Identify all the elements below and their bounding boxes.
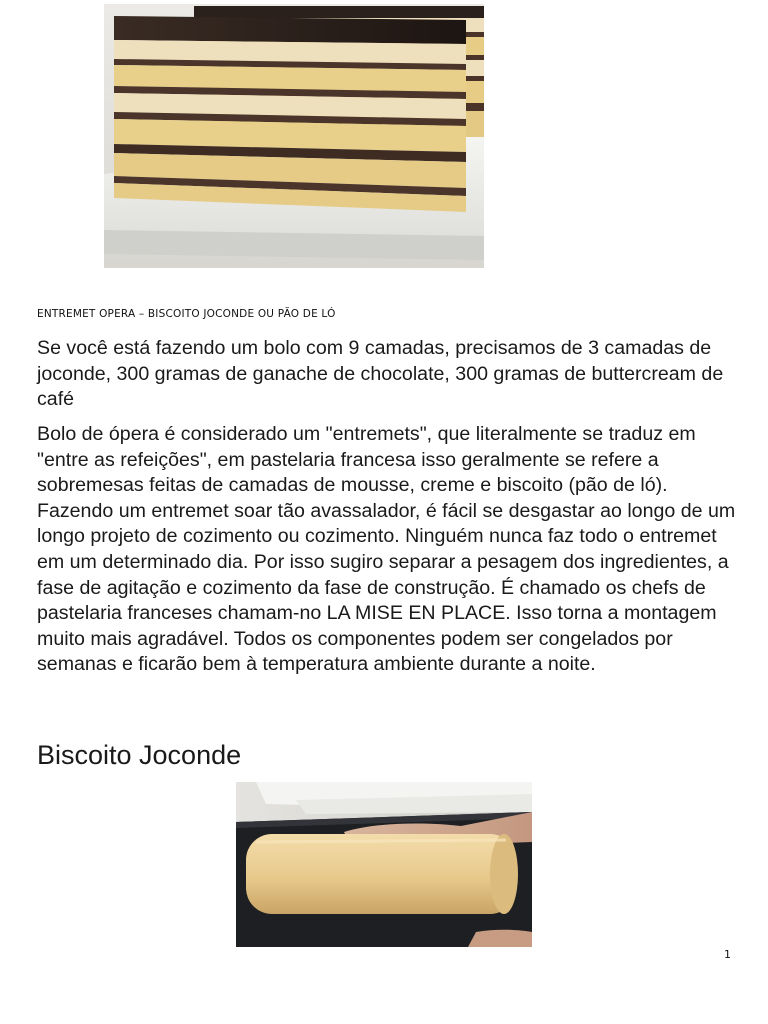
body-paragraph: Bolo de ópera é considerado um "entremets", que literalmente se traduz em "entre as refeições", em pastelaria francesa isso geralmente se refere a sobremesas feitas de camadas de mousse, creme e biscoito (pão de ló). Fazendo um entremet soar tão avassalador, é fácil se desgastar ao longo de um longo projeto de cozimento ou cozimento. Ninguém nunca faz todo o entremet em um determinado dia. Por isso sugiro separar a pesagem dos ingredientes, a fase de agitação e cozimento da fase de construção. É chamado os chefs de pastelaria franceses chamam-no LA MISE EN PLACE. Isso torna a montagem muito mais agradável. Todos os componentes podem ser congelados por semanas e ficarão bem à temperatura ambiente durante a noite. [37, 423, 736, 676]
page-number: 1 [724, 948, 731, 961]
intro-paragraph: Se você está fazendo um bolo com 9 camadas, precisamos de 3 camadas de joconde, 300 gramas de ganache de chocolate, 300 gramas de buttercream de café [37, 337, 724, 411]
section-title: Biscoito Joconde [37, 740, 242, 770]
joconde-roll-photo [236, 782, 532, 947]
opera-cake-photo [104, 4, 484, 268]
document-heading: ENTREMET OPERA – BISCOITO JOCONDE OU PÃO DE LÓ [37, 308, 336, 320]
